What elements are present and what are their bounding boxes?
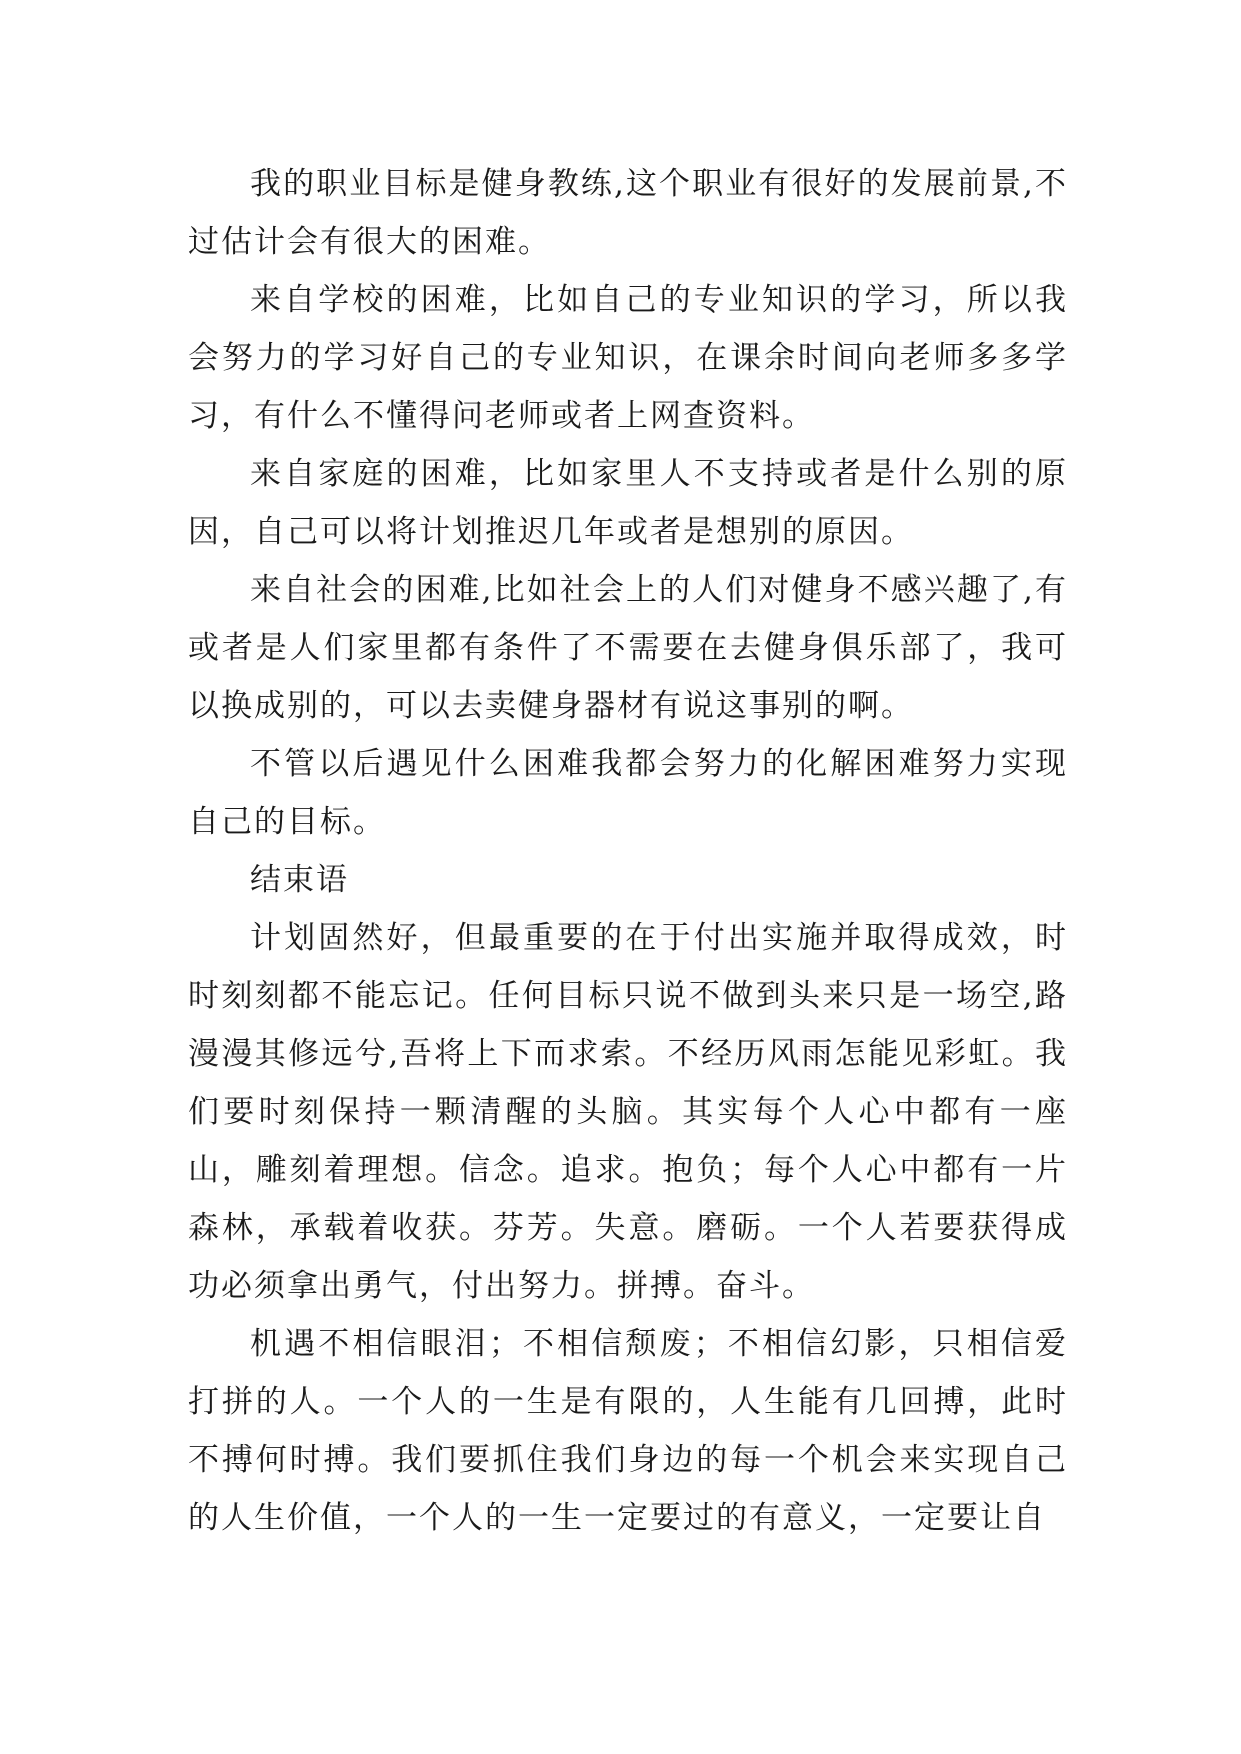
paragraph-career-goal: 我的职业目标是健身教练,这个职业有很好的发展前景,不过估计会有很大的困难。 [188,166,1068,260]
paragraph-school-difficulty: 来自学校的困难，比如自己的专业知识的学习，所以我会努力的学习好自己的专业知识，在课余时间向老师多多学习，有什么不懂得问老师或者上网查资料。 [188,282,1068,434]
paragraph-conclusion-opportunity: 机遇不相信眼泪；不相信颓废；不相信幻影，只相信爱打拼的人。一个人的一生是有限的，人生能有几回搏，此时不搏何时搏。我们要抓住我们身边的每一个机会来实现自己的人生价值，一个人的一生一定要过的有意义，一定要让自 [188,1326,1068,1536]
paragraph-conclusion-plan: 计划固然好，但最重要的在于付出实施并取得成效，时时刻刻都不能忘记。任何目标只说不做到头来只是一场空,路漫漫其修远兮,吾将上下而求索。不经历风雨怎能见彩虹。我们要时刻保持一颗清醒的头脑。其实每个人心中都有一座山，雕刻着理想。信念。追求。抱负；每个人心中都有一片森林，承载着收获。芬芳。失意。磨砺。一个人若要获得成功必须拿出勇气，付出努力。拼搏。奋斗。 [188,920,1068,1304]
paragraph-family-difficulty: 来自家庭的困难，比如家里人不支持或者是什么别的原因，自己可以将计划推迟几年或者是想别的原因。 [188,456,1068,550]
paragraph-resolve: 不管以后遇见什么困难我都会努力的化解困难努力实现自己的目标。 [188,746,1068,840]
section-heading-conclusion: 结束语 [250,862,349,898]
paragraph-society-difficulty: 来自社会的困难,比如社会上的人们对健身不感兴趣了,有或者是人们家里都有条件了不需要在去健身俱乐部了，我可以换成别的，可以去卖健身器材有说这事别的啊。 [188,572,1068,724]
document-body [188,155,1068,1547]
